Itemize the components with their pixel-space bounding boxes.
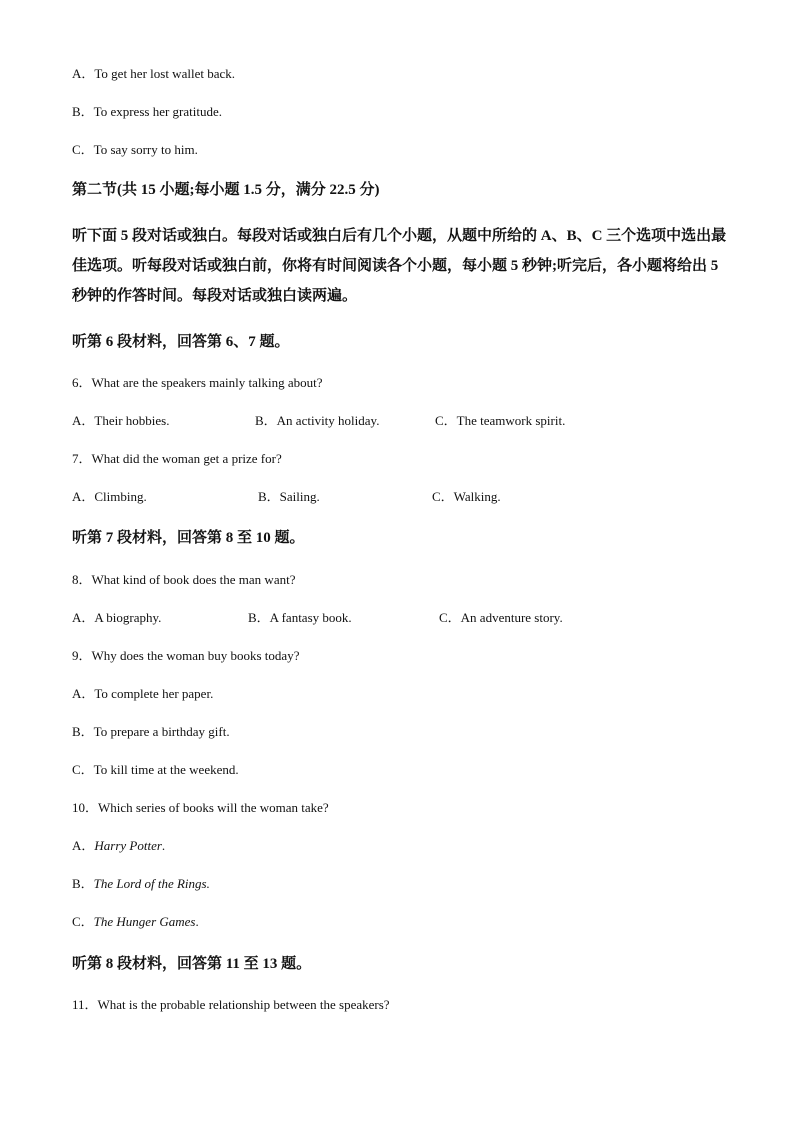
question-11-stem: 11．What is the probable relationship between the speakers? xyxy=(72,997,390,1012)
question-7-stem: 7．What did the woman get a prize for? xyxy=(72,451,282,466)
option-prefix: A． xyxy=(72,838,95,853)
option-7a: A．Climbing. xyxy=(72,489,147,504)
option-5c: C．To say sorry to him. xyxy=(72,142,198,157)
punctuation: . xyxy=(161,838,166,853)
option-8b: B．A fantasy book. xyxy=(248,610,352,625)
book-title: The Lord of the Rings. xyxy=(93,876,210,891)
option-8c: C．An adventure story. xyxy=(439,610,563,625)
book-title: The Hunger Games xyxy=(93,914,196,929)
question-10-stem: 10．Which series of books will the woman take? xyxy=(72,800,329,815)
option-9b: B．To prepare a birthday gift. xyxy=(72,724,230,739)
section2-heading: 第二节(共 15 小题;每小题 1.5 分，满分 22.5 分) xyxy=(72,182,380,198)
option-5a: A．To get her lost wallet back. xyxy=(72,66,235,81)
question-9-stem: 9．Why does the woman buy books today? xyxy=(72,648,300,663)
option-prefix: B． xyxy=(72,876,94,891)
question-8-stem: 8．What kind of book does the man want? xyxy=(72,572,296,587)
punctuation: . xyxy=(195,914,199,929)
book-title: Harry Potter xyxy=(94,838,162,853)
option-6a: A．Their hobbies. xyxy=(72,413,170,428)
option-10b xyxy=(72,876,210,892)
option-9c: C．To kill time at the weekend. xyxy=(72,762,239,777)
question-6-stem: 6．What are the speakers mainly talking about? xyxy=(72,375,323,390)
option-9a: A．To complete her paper. xyxy=(72,686,214,701)
material6-heading: 听第 6 段材料，回答第 6、7 题。 xyxy=(72,334,290,350)
option-8a: A．A biography. xyxy=(72,610,162,625)
option-5b: B．To express her gratitude. xyxy=(72,104,222,119)
option-7c: C．Walking. xyxy=(432,489,501,504)
option-6b: B．An activity holiday. xyxy=(255,413,380,428)
option-7b: B．Sailing. xyxy=(258,489,320,504)
option-prefix: C． xyxy=(72,914,94,929)
option-10a xyxy=(72,838,165,854)
material8-heading: 听第 8 段材料，回答第 11 至 13 题。 xyxy=(72,956,312,972)
option-10c xyxy=(72,914,199,930)
material7-heading: 听第 7 段材料，回答第 8 至 10 题。 xyxy=(72,530,305,546)
option-6c: C．The teamwork spirit. xyxy=(435,413,566,428)
section2-instructions: 听下面 5 段对话或独白。每段对话或独白后有几个小题，从题中所给的 A、B、C 三个选项中选出最佳选项。听每段对话或独白前，你将有时间阅读各个小题，每小题 5 秒钟;听完后，各小题将给出 5 秒钟的作答时间。每段对话或独白读两遍。 xyxy=(72,228,727,304)
